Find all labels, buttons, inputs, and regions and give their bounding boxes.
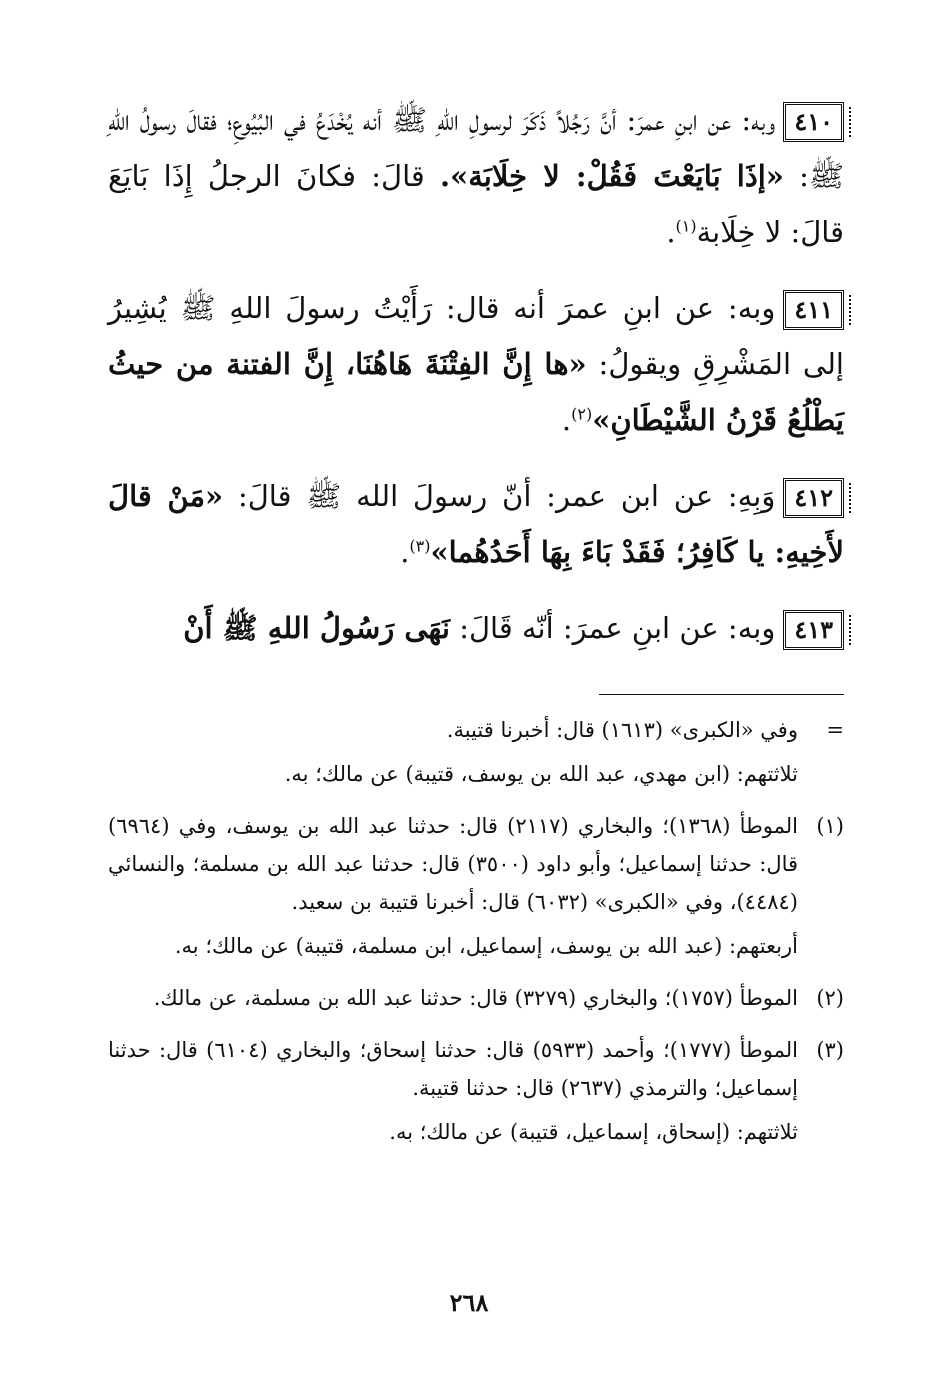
- footnote-paragraph: ثلاثتهم: (ابن مهدي، عبد الله بن يوسف، قتيبة) عن مالك؛ به.: [284, 762, 798, 786]
- footnote-2: [108, 979, 844, 1023]
- hadith-quote: «مَنْ قالَ لأَخِيهِ: يا كَافِرُ؛ فَقَدْ بَاءَ بِهَا أَحَدُهُما»: [108, 479, 844, 569]
- hadith-end: .: [400, 535, 410, 569]
- hadith-quote: نَهَى رَسُولُ اللهِ ﷺ أَنْ: [183, 611, 450, 645]
- footnote-1: [108, 807, 844, 971]
- hadith-text: وبه: عن ابنِ عمرَ أنه قال: رَأَيْتُ رسولَ اللهِ ﷺ يُشِيرُ إلى المَشْرِقِ ويقولُ:: [108, 291, 844, 381]
- hadith-quote: «إذَا بَايَعْتَ فَقُلْ: لا خِلَابَة».: [440, 159, 784, 193]
- footnote-paragraph: الموطأ (١٧٧٧)؛ وأحمد (٥٩٣٣) قال: حدثنا إسحاق؛ والبخاري (٦١٠٤) قال: حدثنا إسماعيل؛ والترمذي (٢٦٣٧) قال: حدثنا قتيبة.: [108, 1038, 798, 1100]
- hadith-text: وبه: عن ابنِ عمرَ: أنّه قَالَ:: [449, 611, 776, 645]
- hadith-number: ٤١١: [783, 290, 844, 330]
- footnote-marker: (٣): [816, 1038, 844, 1062]
- footnote-paragraph: أربعتهم: (عبد الله بن يوسف، إسماعيل، ابن مسلمة، قتيبة) عن مالك؛ به.: [174, 934, 798, 958]
- footnote-marker: (٢): [816, 986, 844, 1010]
- hadith-411: [108, 280, 844, 448]
- hadith-412: [108, 468, 844, 580]
- hadith-number: ٤١٣: [783, 610, 844, 650]
- footnote-ref[interactable]: (٣): [409, 536, 431, 556]
- hadith-410: [108, 92, 844, 260]
- footnote-ref[interactable]: (١): [675, 216, 697, 236]
- footnote-separator: [599, 694, 844, 695]
- hadith-text-after: قالَ: فكانَ الرجلُ إِذَا بَايَعَ قالَ: لا خِلَابة: [108, 159, 844, 249]
- footnote-paragraph: ثلاثتهم: (إسحاق، إسماعيل، قتيبة) عن مالك؛ به.: [389, 1120, 798, 1144]
- hadith-quote: «ها إِنَّ الفِتْنَةَ هَاهُنَا، إِنَّ الفتنة من حيثُ يَطْلُعُ قَرْنُ الشَّيْطَانِ»: [108, 347, 844, 437]
- footnote-marker: =: [826, 718, 844, 742]
- hadith-text: وبه: عن ابنِ عمرَ: أنَّ رَجُلاً ذَكَرَ لرسولِ اللهِ ﷺ أنه يُخْدَعُ في البُيُوعِ؛ فقالَ رسولُ اللهِ ﷺ:: [108, 103, 844, 193]
- footnote-3: [108, 1031, 844, 1157]
- hadith-text: وَبِهِ: عن ابن عمر: أنّ رسولَ الله ﷺ قالَ:: [223, 479, 776, 513]
- footnote-paragraph: الموطأ (١٣٦٨)؛ والبخاري (٢١١٧) قال: حدثنا عبد الله بن يوسف، وفي (٦٩٦٤) قال: حدثنا إسماعيل؛ وأبو داود (٣٥٠٠) قال: حدثنا عبد الله بن مسلمة؛ والنسائي (٤٤٨٤)، وفي «الكبرى» (٦٠٣٢) قال: أخبرنا قتيبة بن سعيد.: [108, 814, 799, 914]
- hadith-number: ٤١٠: [783, 102, 844, 142]
- footnote-continuation: [108, 711, 844, 799]
- page-number: ٢٦٨: [449, 1288, 489, 1317]
- hadith-end: .: [561, 403, 572, 437]
- footnote-marker: (١): [816, 814, 844, 838]
- hadith-number: ٤١٢: [783, 478, 844, 518]
- footnote-paragraph: وفي «الكبرى» (١٦١٣) قال: أخبرنا قتيبة.: [446, 718, 798, 742]
- footnote-paragraph: الموطأ (١٧٥٧)؛ والبخاري (٣٢٧٩) قال: حدثنا عبد الله بن مسلمة، عن مالك.: [153, 986, 798, 1010]
- footnotes: [108, 711, 844, 1157]
- hadith-end: .: [666, 215, 676, 249]
- footnote-ref[interactable]: (٢): [571, 404, 593, 424]
- hadith-413: [108, 600, 844, 656]
